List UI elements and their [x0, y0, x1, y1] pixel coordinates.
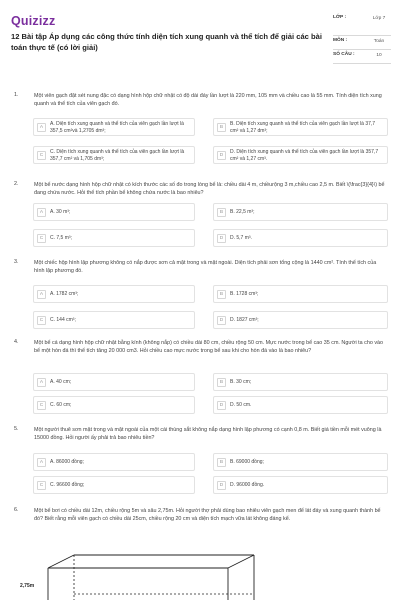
option-text: B. 30 cm; — [230, 379, 252, 385]
question-text: Một bể nước dạng hình hộp chữ nhật có kích thước các số đo trong lòng bể là: chiều dài 4 m, chiềurộng 3 m,chiều cao 2,5 m. Biết \(\frac{3}{4}\) bể đang chứa nước. Hỏi thể tích phần bể không chứa nước là bao nhiêu? — [34, 182, 385, 197]
meta-subject-value: Toán — [373, 39, 385, 44]
option-d[interactable] — [213, 476, 388, 494]
option-text: A. 30 m³; — [50, 209, 71, 215]
option-b[interactable] — [213, 118, 388, 136]
meta-class-row — [333, 13, 391, 36]
question-number: 6. — [14, 507, 19, 513]
option-a[interactable] — [33, 285, 195, 303]
question-number: 1. — [14, 92, 19, 98]
option-c[interactable] — [33, 146, 195, 164]
option-a[interactable] — [33, 203, 195, 221]
option-letter: A — [37, 378, 46, 387]
meta-class-value: Lớp 7 — [372, 16, 386, 21]
option-b[interactable] — [213, 453, 388, 471]
meta-count-row — [333, 50, 391, 64]
option-text: C. 7,5 m³; — [50, 235, 72, 241]
option-text: B. 69000 đồng; — [230, 459, 264, 465]
meta-class-label: LỚP : — [333, 15, 347, 20]
worksheet-title: 12 Bài tập Áp dụng các công thức tính diện tích xung quanh và thể tích để giải các bài toán thực tế (có lời giải) — [11, 32, 322, 52]
question-text: Một người thuê sơn mặt trong và mặt ngoài của một cái thùng sắt không nắp dạng hình lập phương có cạnh 0,8 m. Biết giá tiền mỗi mét vuông là 15000 đồng. Hỏi người ấy phải trả bao nhiêu tiền? — [34, 427, 382, 442]
meta-subject-row — [333, 36, 391, 50]
option-text: A. Diện tích xung quanh và thể tích của viên gạch lần lượt là 357,5 cm²và 1,2705 dm³; — [50, 121, 184, 134]
question-text: Một viên gạch đặt sét nung đặc có dạng hình hộp chữ nhật có độ dài đáy lần lượt là 220 mm, 105 mm và chiều cao là 55 mm. Tính diện tích xung quanh và thể tích của viên gạch đó. — [34, 93, 382, 108]
worksheet-header — [0, 0, 400, 80]
option-letter: C — [37, 151, 46, 160]
option-text: D. 50 cm. — [230, 402, 252, 408]
option-letter: A — [37, 123, 46, 132]
question-text: Một bể bơi có chiều dài 12m, chiều rộng 5m và sâu 2,75m. Hỏi người thợ phải dùng bao nhiêu viên gạch men để lát đáy và xung quanh thành bể đó? Biết rằng mỗi viên gạch có chiều dài 25cm, chiều rộng 20 cm và diện tích mạch vữa lát không đáng kể. — [34, 508, 381, 523]
option-text: C. 60 cm; — [50, 402, 72, 408]
question-number: 4. — [14, 339, 19, 345]
option-letter: B — [217, 290, 226, 299]
question-text: Một chiếc hộp hình lập phương không có nắp được sơn cả mặt trong và mặt ngoài. Diện tích phải sơn tổng cộng là 1440 cm². Tính thể tích của hình lập phương đó. — [34, 260, 377, 275]
option-letter: D — [217, 151, 226, 160]
option-text: C. Diện tích xung quanh và thể tích của viên gạch lần lượt là 357,7 cm² và 1,705 dm³; — [50, 149, 185, 162]
option-letter: D — [217, 401, 226, 410]
question-text: Một bể cá dạng hình hộp chữ nhật bằng kính (không nắp) có chiều dài 80 cm, chiều rộng 50 cm. Mực nước trong bể cao 35 cm. Người ta cho vào bể một hòn đá thì thể tích tăng 20 000 cm3. Hỏi chiều cao mực nước trong bể sau khi cho hòn đá vào là bao nhiêu? — [34, 340, 384, 355]
option-text: D. 96000 đồng. — [230, 482, 265, 488]
question-number: 2. — [14, 181, 19, 187]
option-letter: B — [217, 458, 226, 467]
option-letter: C — [37, 481, 46, 490]
pool-height-label: 2,75m — [20, 583, 35, 589]
option-a[interactable] — [33, 373, 195, 391]
option-letter: B — [217, 123, 226, 132]
option-c[interactable] — [33, 229, 195, 247]
option-letter: D — [217, 234, 226, 243]
pool-box-figure — [34, 550, 274, 600]
option-text: D. 1827 cm³; — [230, 317, 259, 323]
question-number: 5. — [14, 426, 19, 432]
option-letter: A — [37, 290, 46, 299]
option-text: A. 40 cm; — [50, 379, 72, 385]
option-text: B. 1728 cm³; — [230, 291, 259, 297]
option-letter: A — [37, 208, 46, 217]
option-d[interactable] — [213, 146, 388, 164]
option-text: C. 144 cm³; — [50, 317, 76, 323]
worksheet-meta — [333, 13, 391, 64]
option-d[interactable] — [213, 396, 388, 414]
option-text: A. 86000 đồng; — [50, 459, 84, 465]
option-letter: D — [217, 481, 226, 490]
option-a[interactable] — [33, 453, 195, 471]
option-text: B. Diện tích xung quanh và thể tích của viên gạch lần lượt là 37,7 cm² và 1,27 dm³; — [230, 121, 376, 134]
option-text: C. 96600 đồng; — [50, 482, 85, 488]
option-d[interactable] — [213, 311, 388, 329]
option-b[interactable] — [213, 373, 388, 391]
option-letter: C — [37, 316, 46, 325]
option-c[interactable] — [33, 396, 195, 414]
meta-count-value: 10 — [376, 53, 382, 58]
option-text: D. 5,7 m³. — [230, 235, 252, 241]
option-letter: C — [37, 234, 46, 243]
option-text: D. Diện tích xung quanh và thể tích của viên gạch lần lượt là 357,7 cm² và 1,27 cm³. — [230, 149, 379, 162]
question-number: 3. — [14, 259, 19, 265]
option-letter: B — [217, 208, 226, 217]
option-c[interactable] — [33, 476, 195, 494]
option-letter: C — [37, 401, 46, 410]
option-d[interactable] — [213, 229, 388, 247]
meta-count-label: SỐ CÂU : — [333, 52, 355, 57]
option-b[interactable] — [213, 285, 388, 303]
option-letter: B — [217, 378, 226, 387]
quizizz-logo[interactable]: Quizizz — [11, 14, 56, 28]
option-letter: D — [217, 316, 226, 325]
option-text: B. 22,5 m³; — [230, 209, 255, 215]
option-letter: A — [37, 458, 46, 467]
option-c[interactable] — [33, 311, 195, 329]
option-b[interactable] — [213, 203, 388, 221]
option-a[interactable] — [33, 118, 195, 136]
meta-subject-label: MÔN : — [333, 38, 348, 43]
option-text: A. 1782 cm³; — [50, 291, 79, 297]
